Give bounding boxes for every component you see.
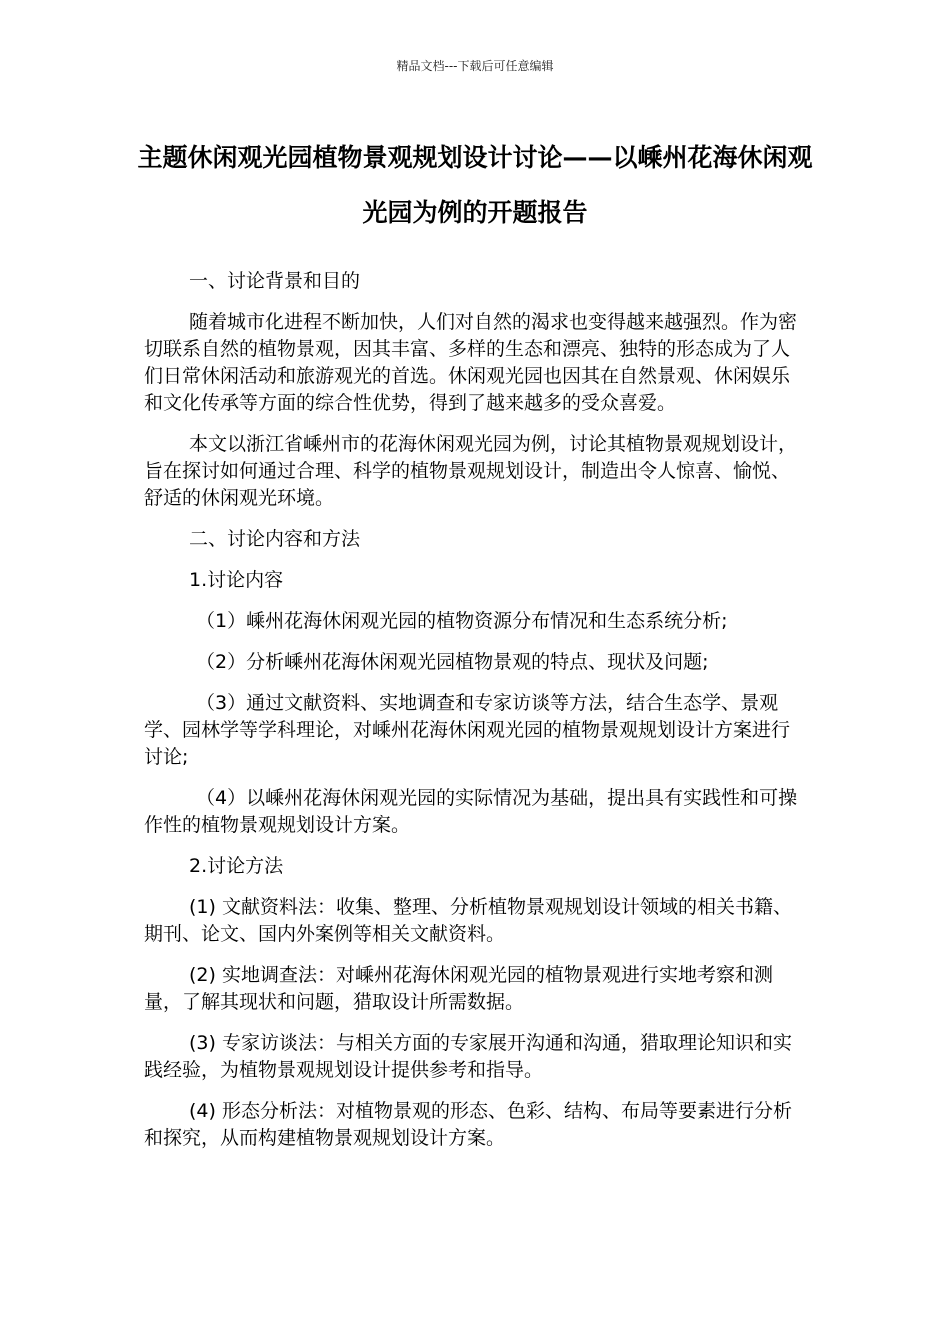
content-item-3: （3）通过文献资料、实地调查和专家访谈等方法，结合生态学、景观学、园林学等学科理论，对嵊州花海休闲观光园的植物景观规划设计方案进行讨论;	[144, 692, 791, 768]
method-item-2: (2) 实地调查法：对嵊州花海休闲观光园的植物景观进行实地考察和测量，了解其现状和问题，猎取设计所需数据。	[144, 964, 773, 1013]
method-item-4: (4) 形态分析法：对植物景观的形态、色彩、结构、布局等要素进行分析和探究，从而构建植物景观规划设计方案。	[144, 1100, 792, 1149]
section-heading-content-methods: 二、讨论内容和方法	[189, 528, 361, 550]
subheading-research-content: 1.讨论内容	[189, 569, 284, 591]
content-item-2: （2）分析嵊州花海休闲观光园植物景观的特点、现状及问题;	[196, 651, 709, 673]
section-heading-background: 一、讨论背景和目的	[189, 270, 361, 292]
paragraph-background-2: 本文以浙江省嵊州市的花海休闲观光园为例，讨论其植物景观规划设计，旨在探讨如何通过合理、科学的植物景观规划设计，制造出令人惊喜、愉悦、舒适的休闲观光环境。	[144, 433, 798, 509]
content-item-4: （4）以嵊州花海休闲观光园的实际情况为基础，提出具有实践性和可操作性的植物景观规划设计方案。	[144, 787, 798, 836]
document-title: 主题休闲观光园植物景观规划设计讨论——以嵊州花海休闲观光园为例的开题报告	[137, 143, 813, 227]
subheading-research-methods: 2.讨论方法	[189, 855, 284, 877]
method-item-1: (1) 文献资料法：收集、整理、分析植物景观规划设计领域的相关书籍、期刊、论文、国内外案例等相关文献资料。	[144, 896, 792, 945]
content-item-1: （1）嵊州花海休闲观光园的植物资源分布情况和生态系统分析;	[196, 610, 728, 632]
document-body	[144, 268, 808, 1166]
paragraph-background-1: 随着城市化进程不断加快，人们对自然的渴求也变得越来越强烈。作为密切联系自然的植物景观，因其丰富、多样的生态和漂亮、独特的形态成为了人们日常休闲活动和旅游观光的首选。休闲观光园也因其在自然景观、休闲娱乐和文化传承等方面的综合性优势，得到了越来越多的受众喜爱。	[144, 311, 798, 414]
header-note: 精品文档---下载后可任意编辑	[396, 59, 554, 73]
method-item-3: (3) 专家访谈法：与相关方面的专家展开沟通和沟通，猎取理论知识和实践经验，为植物景观规划设计提供参考和指导。	[144, 1032, 792, 1081]
